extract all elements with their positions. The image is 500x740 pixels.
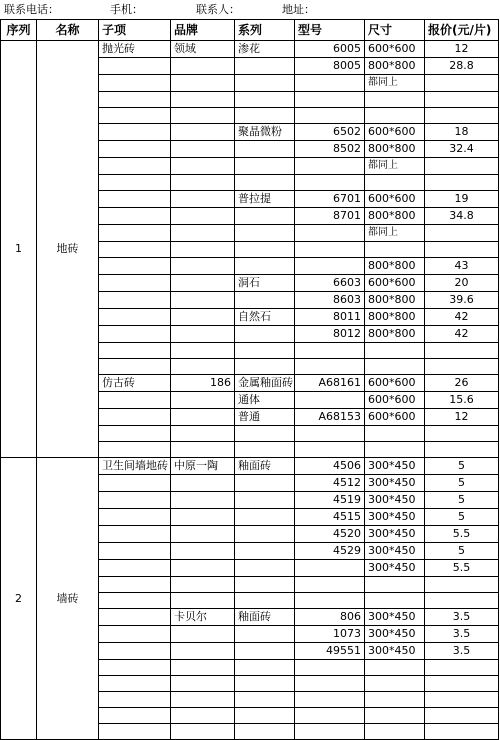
cell-model: [295, 258, 365, 275]
cell-price: 5: [425, 543, 499, 560]
cell-series: 金属釉面砖: [235, 375, 295, 392]
cell-model: [295, 158, 365, 175]
cell-brand: [171, 676, 235, 692]
cell-sub-item: [99, 577, 171, 593]
cell-sub-item: [99, 492, 171, 509]
cell-series: [235, 158, 295, 175]
cell-size: 300*450: [365, 609, 425, 626]
contact-person-label: 联系人：: [196, 3, 240, 16]
cell-brand: [171, 258, 235, 275]
cell-size: 600*600: [365, 124, 425, 141]
cell-model: [295, 724, 365, 740]
cell-size: 300*450: [365, 475, 425, 492]
cell-series: [235, 326, 295, 343]
cell-brand: 186: [171, 375, 235, 392]
cell-sub-item: [99, 643, 171, 660]
cell-size: 都同上: [365, 158, 425, 175]
cell-series: [235, 426, 295, 442]
cell-series: [235, 560, 295, 577]
cell-size: [365, 708, 425, 724]
cell-price: 39.6: [425, 292, 499, 309]
cell-sub-item: [99, 242, 171, 258]
cell-series: [235, 208, 295, 225]
cell-series: 普通: [235, 409, 295, 426]
cell-brand: 中原一陶: [171, 458, 235, 475]
cell-brand: [171, 560, 235, 577]
cell-price: 12: [425, 409, 499, 426]
cell-size: 600*600: [365, 409, 425, 426]
cell-price: [425, 75, 499, 92]
cell-model: [295, 359, 365, 375]
cell-brand: [171, 409, 235, 426]
cell-model: [295, 442, 365, 458]
cell-size: 300*450: [365, 509, 425, 526]
cell-price: [425, 593, 499, 609]
cell-model: 8012: [295, 326, 365, 343]
cell-model: 8701: [295, 208, 365, 225]
cell-sub-item: [99, 292, 171, 309]
cell-brand: [171, 92, 235, 108]
cell-price: [425, 676, 499, 692]
table-body: [1, 41, 499, 740]
cell-size: 800*800: [365, 141, 425, 158]
cell-sub-item: [99, 609, 171, 626]
cell-model: [295, 708, 365, 724]
cell-series: [235, 242, 295, 258]
cell-size: 600*600: [365, 392, 425, 409]
cell-sub-item: [99, 158, 171, 175]
cell-sub-item: [99, 108, 171, 124]
cell-series: 自然石: [235, 309, 295, 326]
cell-brand: [171, 326, 235, 343]
cell-model: 4519: [295, 492, 365, 509]
cell-brand: [171, 708, 235, 724]
cell-sub-item: [99, 175, 171, 191]
cell-size: 都同上: [365, 75, 425, 92]
cell-price: [425, 708, 499, 724]
cell-size: 600*600: [365, 375, 425, 392]
header-size: 尺寸: [365, 20, 425, 41]
cell-sub-item: [99, 409, 171, 426]
cell-brand: [171, 75, 235, 92]
cell-model: 8011: [295, 309, 365, 326]
cell-series: 釉面砖: [235, 609, 295, 626]
cell-series: [235, 724, 295, 740]
cell-series: [235, 660, 295, 676]
cell-model: 6603: [295, 275, 365, 292]
cell-price: 26: [425, 375, 499, 392]
cell-size: 300*450: [365, 492, 425, 509]
cell-price: 5: [425, 458, 499, 475]
cell-series: [235, 92, 295, 108]
cell-size: [365, 593, 425, 609]
cell-brand: [171, 292, 235, 309]
cell-sub-item: [99, 660, 171, 676]
cell-model: [295, 225, 365, 242]
cell-price: [425, 660, 499, 676]
cell-price: [425, 724, 499, 740]
cell-series: [235, 509, 295, 526]
price-table: [0, 19, 499, 740]
cell-sub-item: [99, 75, 171, 92]
cell-brand: [171, 141, 235, 158]
cell-brand: [171, 242, 235, 258]
cell-price: 34.8: [425, 208, 499, 225]
cell-size: [365, 724, 425, 740]
cell-brand: [171, 208, 235, 225]
cell-brand: [171, 191, 235, 208]
cell-size: [365, 692, 425, 708]
cell-model: 49551: [295, 643, 365, 660]
cell-brand: [171, 392, 235, 409]
cell-model: 8603: [295, 292, 365, 309]
cell-sub-item: [99, 543, 171, 560]
cell-sub-item: [99, 258, 171, 275]
cell-brand: [171, 108, 235, 124]
cell-price: [425, 577, 499, 593]
cell-sub-item: [99, 275, 171, 292]
cell-series: [235, 108, 295, 124]
cell-brand: 领域: [171, 41, 235, 58]
cell-brand: 卡贝尔: [171, 609, 235, 626]
mobile-label: 手机：: [110, 3, 143, 16]
address-label: 地址：: [282, 3, 315, 16]
cell-model: 4529: [295, 543, 365, 560]
cell-price: [425, 692, 499, 708]
contact-info-row: [0, 0, 500, 19]
cell-sub-item: [99, 692, 171, 708]
cell-model: 8502: [295, 141, 365, 158]
cell-series: [235, 643, 295, 660]
cell-series: [235, 75, 295, 92]
cell-sub-item: [99, 626, 171, 643]
cell-sub-item: [99, 359, 171, 375]
group-index: 2: [1, 458, 37, 740]
cell-series: 洞石: [235, 275, 295, 292]
cell-sub-item: [99, 392, 171, 409]
cell-model: 6502: [295, 124, 365, 141]
cell-sub-item: [99, 475, 171, 492]
cell-price: 3.5: [425, 609, 499, 626]
cell-model: [295, 92, 365, 108]
cell-sub-item: 抛光砖: [99, 41, 171, 58]
cell-series: [235, 708, 295, 724]
cell-price: 5: [425, 492, 499, 509]
cell-model: 1073: [295, 626, 365, 643]
cell-price: 19: [425, 191, 499, 208]
cell-brand: [171, 426, 235, 442]
cell-sub-item: [99, 724, 171, 740]
cell-sub-item: [99, 58, 171, 75]
cell-series: 釉面砖: [235, 458, 295, 475]
cell-price: 20: [425, 275, 499, 292]
cell-price: 43: [425, 258, 499, 275]
cell-model: [295, 577, 365, 593]
header-name: 名称: [37, 20, 99, 41]
cell-sub-item: 卫生间墙地砖: [99, 458, 171, 475]
cell-sub-item: [99, 309, 171, 326]
header-brand: 品牌: [171, 20, 235, 41]
cell-size: [365, 426, 425, 442]
cell-brand: [171, 692, 235, 708]
cell-size: [365, 108, 425, 124]
cell-size: 800*800: [365, 58, 425, 75]
cell-size: 600*600: [365, 191, 425, 208]
cell-series: 聚晶微粉: [235, 124, 295, 141]
cell-price: 12: [425, 41, 499, 58]
cell-sub-item: [99, 676, 171, 692]
group-index: 1: [1, 41, 37, 458]
cell-series: [235, 58, 295, 75]
cell-model: [295, 343, 365, 359]
cell-brand: [171, 543, 235, 560]
cell-size: 800*800: [365, 326, 425, 343]
cell-size: 300*450: [365, 560, 425, 577]
cell-brand: [171, 526, 235, 543]
cell-size: 300*450: [365, 543, 425, 560]
cell-size: [365, 577, 425, 593]
cell-model: [295, 660, 365, 676]
header-price: 报价(元/片): [425, 20, 499, 41]
cell-series: [235, 492, 295, 509]
cell-series: [235, 141, 295, 158]
cell-price: 18: [425, 124, 499, 141]
cell-size: [365, 343, 425, 359]
cell-size: 都同上: [365, 225, 425, 242]
cell-series: [235, 526, 295, 543]
header-series: 系列: [235, 20, 295, 41]
cell-brand: [171, 124, 235, 141]
cell-model: 4515: [295, 509, 365, 526]
cell-brand: [171, 275, 235, 292]
cell-sub-item: [99, 92, 171, 108]
phone-label: 联系电话：: [4, 3, 59, 16]
cell-sub-item: [99, 124, 171, 141]
cell-brand: [171, 175, 235, 191]
cell-price: 15.6: [425, 392, 499, 409]
cell-brand: [171, 442, 235, 458]
cell-price: [425, 242, 499, 258]
cell-model: 4512: [295, 475, 365, 492]
cell-size: 300*450: [365, 526, 425, 543]
cell-sub-item: [99, 141, 171, 158]
cell-size: [365, 359, 425, 375]
group-name: 墙砖: [37, 458, 99, 740]
cell-series: 渗花: [235, 41, 295, 58]
cell-model: [295, 676, 365, 692]
cell-model: [295, 692, 365, 708]
cell-brand: [171, 593, 235, 609]
cell-size: [365, 92, 425, 108]
cell-model: [295, 175, 365, 191]
cell-model: 4506: [295, 458, 365, 475]
cell-sub-item: [99, 191, 171, 208]
cell-series: 通体: [235, 392, 295, 409]
cell-brand: [171, 492, 235, 509]
cell-brand: [171, 225, 235, 242]
cell-price: [425, 92, 499, 108]
cell-price: 5: [425, 509, 499, 526]
cell-series: [235, 175, 295, 191]
cell-price: 42: [425, 309, 499, 326]
cell-brand: [171, 58, 235, 75]
cell-size: 300*450: [365, 626, 425, 643]
table-row: [1, 458, 499, 475]
cell-price: [425, 343, 499, 359]
cell-size: 800*800: [365, 292, 425, 309]
cell-sub-item: [99, 593, 171, 609]
cell-series: [235, 577, 295, 593]
cell-brand: [171, 343, 235, 359]
cell-model: 6005: [295, 41, 365, 58]
cell-sub-item: [99, 560, 171, 577]
cell-size: [365, 676, 425, 692]
cell-model: [295, 593, 365, 609]
cell-size: [365, 175, 425, 191]
cell-price: [425, 108, 499, 124]
cell-series: [235, 692, 295, 708]
cell-sub-item: 仿古砖: [99, 375, 171, 392]
cell-price: 3.5: [425, 626, 499, 643]
cell-price: [425, 158, 499, 175]
cell-price: 3.5: [425, 643, 499, 660]
cell-price: [425, 175, 499, 191]
cell-series: [235, 626, 295, 643]
cell-brand: [171, 660, 235, 676]
cell-price: 28.8: [425, 58, 499, 75]
cell-brand: [171, 626, 235, 643]
cell-size: [365, 660, 425, 676]
cell-size: [365, 242, 425, 258]
cell-size: 600*600: [365, 41, 425, 58]
cell-price: 5: [425, 475, 499, 492]
cell-brand: [171, 309, 235, 326]
cell-price: [425, 426, 499, 442]
cell-model: [295, 560, 365, 577]
header-index: 序列: [1, 20, 37, 41]
header-model: 型号: [295, 20, 365, 41]
cell-sub-item: [99, 225, 171, 242]
cell-brand: [171, 475, 235, 492]
cell-sub-item: [99, 343, 171, 359]
cell-price: 42: [425, 326, 499, 343]
cell-size: 300*450: [365, 458, 425, 475]
cell-sub-item: [99, 526, 171, 543]
cell-sub-item: [99, 509, 171, 526]
cell-series: [235, 359, 295, 375]
cell-model: [295, 392, 365, 409]
cell-sub-item: [99, 708, 171, 724]
cell-series: [235, 343, 295, 359]
cell-sub-item: [99, 208, 171, 225]
cell-sub-item: [99, 426, 171, 442]
cell-series: [235, 292, 295, 309]
cell-price: 32.4: [425, 141, 499, 158]
cell-sub-item: [99, 442, 171, 458]
cell-model: [295, 426, 365, 442]
group-name: 地砖: [37, 41, 99, 458]
cell-brand: [171, 643, 235, 660]
cell-brand: [171, 359, 235, 375]
cell-model: 4520: [295, 526, 365, 543]
header-sub-item: 子项: [99, 20, 171, 41]
cell-brand: [171, 577, 235, 593]
cell-series: [235, 225, 295, 242]
cell-model: 6701: [295, 191, 365, 208]
cell-size: 800*800: [365, 258, 425, 275]
cell-price: 5.5: [425, 526, 499, 543]
cell-size: 800*800: [365, 309, 425, 326]
cell-size: 800*800: [365, 208, 425, 225]
cell-size: 600*600: [365, 275, 425, 292]
cell-brand: [171, 724, 235, 740]
cell-model: 806: [295, 609, 365, 626]
cell-series: [235, 676, 295, 692]
cell-sub-item: [99, 326, 171, 343]
cell-model: [295, 75, 365, 92]
cell-series: [235, 543, 295, 560]
cell-model: [295, 242, 365, 258]
cell-price: [425, 225, 499, 242]
cell-series: [235, 442, 295, 458]
cell-series: [235, 258, 295, 275]
cell-price: [425, 442, 499, 458]
cell-model: [295, 108, 365, 124]
cell-price: [425, 359, 499, 375]
cell-model: A68161: [295, 375, 365, 392]
cell-brand: [171, 509, 235, 526]
cell-size: 300*450: [365, 643, 425, 660]
cell-model: 8005: [295, 58, 365, 75]
cell-series: [235, 593, 295, 609]
cell-brand: [171, 158, 235, 175]
cell-price: 5.5: [425, 560, 499, 577]
cell-series: [235, 475, 295, 492]
header-row: [1, 20, 499, 41]
table-row: [1, 41, 499, 58]
cell-size: [365, 442, 425, 458]
cell-series: 普拉提: [235, 191, 295, 208]
cell-model: A68153: [295, 409, 365, 426]
